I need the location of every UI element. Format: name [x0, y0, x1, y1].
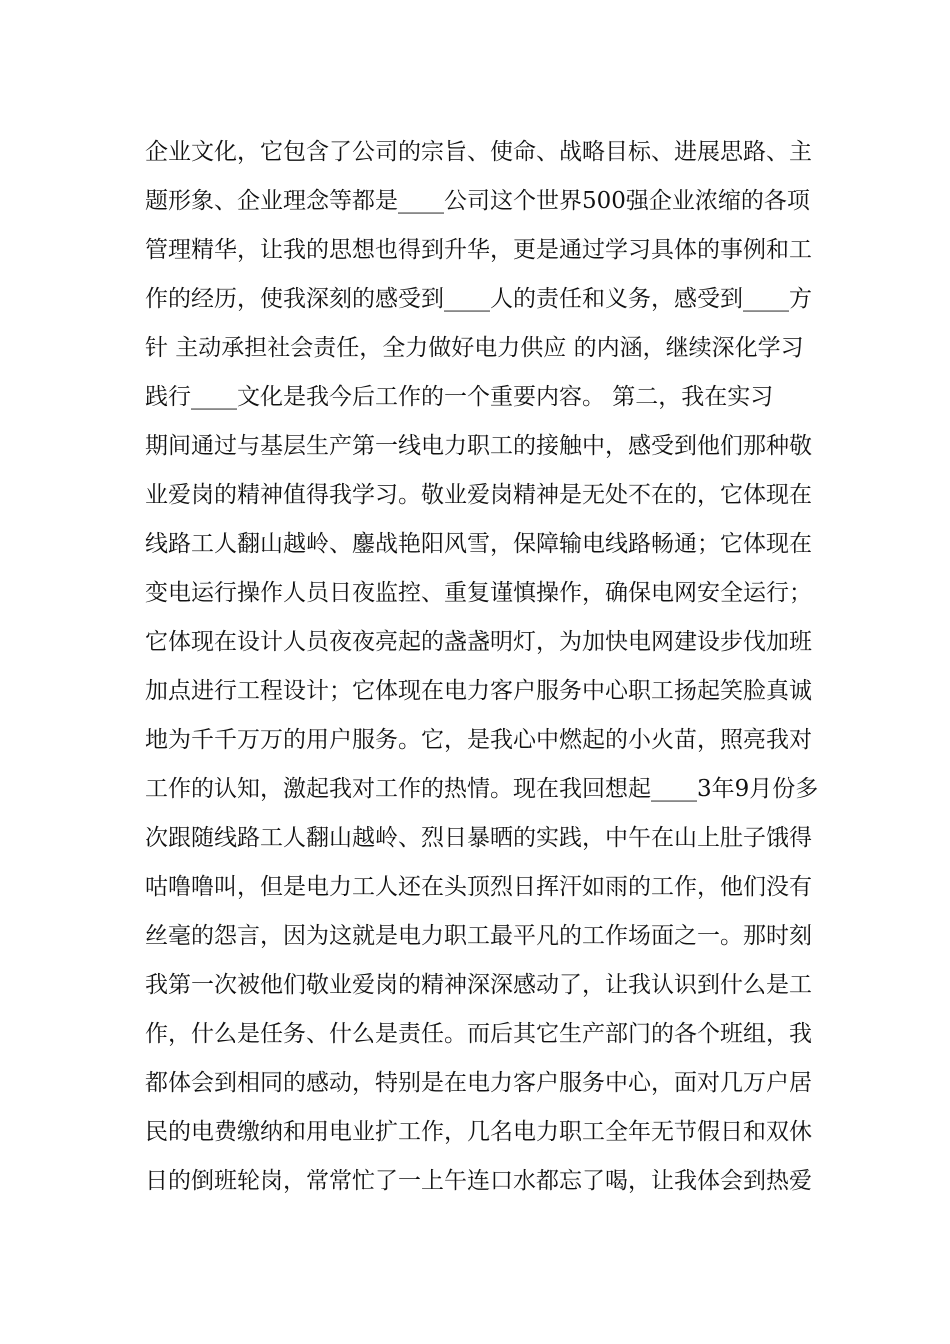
text-line: 企业文化，它包含了公司的宗旨、使命、战略目标、进展思路、主 — [145, 139, 812, 165]
text-line: 民的电费缴纳和用电业扩工作，几名电力职工全年无节假日和双休 — [145, 1119, 812, 1145]
text-line: 作的经历，使我深刻的感受到____人的责任和义务，感受到____方 — [145, 286, 812, 312]
text-line: 践行____文化是我今后工作的一个重要内容。 第二，我在实习 — [145, 384, 774, 410]
text-line: 工作的认知，激起我对工作的热情。现在我回想起____3年9月份多 — [145, 776, 819, 802]
text-line: 地为千千万万的用户服务。它，是我心中燃起的小火苗，照亮我对 — [145, 727, 812, 753]
body-text — [145, 128, 819, 1206]
text-line: 线路工人翻山越岭、鏖战艳阳风雪，保障输电线路畅通；它体现在 — [145, 531, 812, 557]
text-line: 加点进行工程设计；它体现在电力客户服务中心职工扬起笑脸真诚 — [145, 678, 812, 704]
text-line: 针 主动承担社会责任，全力做好电力供应 的内涵，继续深化学习 — [145, 335, 804, 361]
text-line: 管理精华，让我的思想也得到升华，更是通过学习具体的事例和工 — [145, 237, 812, 263]
text-line: 都体会到相同的感动，特别是在电力客户服务中心，面对几万户居 — [145, 1070, 812, 1096]
text-line: 它体现在设计人员夜夜亮起的盏盏明灯，为加快电网建设步伐加班 — [145, 629, 812, 655]
text-line: 变电运行操作人员日夜监控、重复谨慎操作，确保电网安全运行； — [145, 580, 812, 606]
text-line: 咕噜噜叫，但是电力工人还在头顶烈日挥汗如雨的工作，他们没有 — [145, 874, 812, 900]
text-line: 业爱岗的精神值得我学习。敬业爱岗精神是无处不在的，它体现在 — [145, 482, 812, 508]
text-line: 丝毫的怨言，因为这就是电力职工最平凡的工作场面之一。那时刻 — [145, 923, 812, 949]
text-line: 次跟随线路工人翻山越岭、烈日暴晒的实践，中午在山上肚子饿得 — [145, 825, 812, 851]
text-line: 作，什么是任务、什么是责任。而后其它生产部门的各个班组，我 — [145, 1021, 812, 1047]
text-line: 期间通过与基层生产第一线电力职工的接触中，感受到他们那种敬 — [145, 433, 812, 459]
text-line: 题形象、企业理念等都是____公司这个世界500强企业浓缩的各项 — [145, 188, 810, 214]
text-line: 日的倒班轮岗，常常忙了一上午连口水都忘了喝，让我体会到热爱 — [145, 1168, 812, 1194]
text-line: 我第一次被他们敬业爱岗的精神深深感动了，让我认识到什么是工 — [145, 972, 812, 998]
